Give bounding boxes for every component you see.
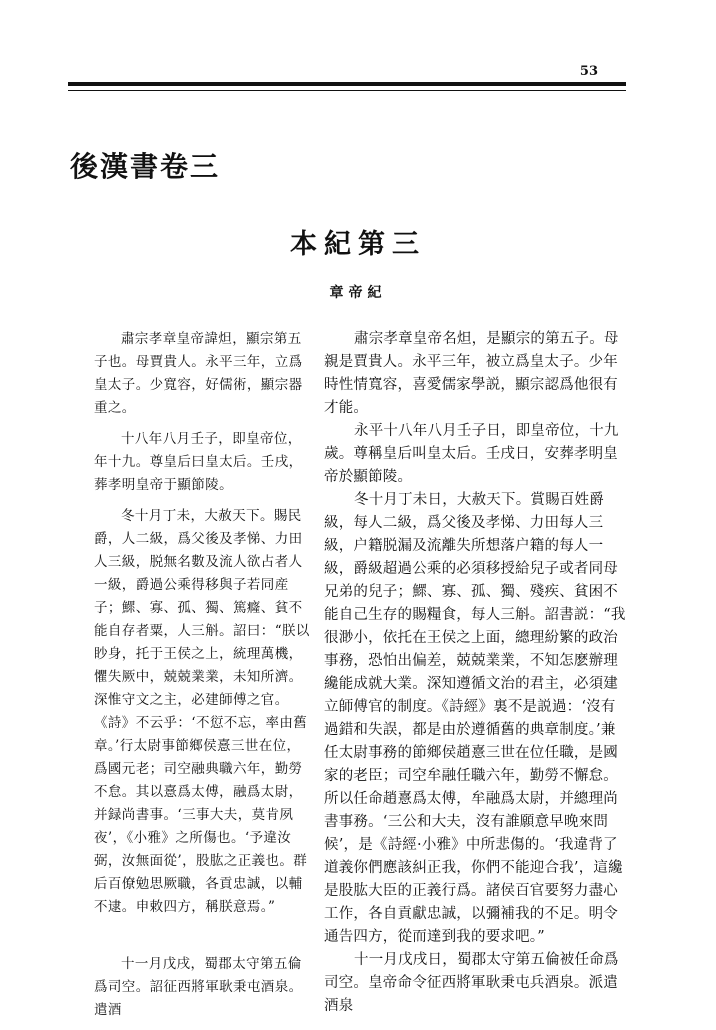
translation-paragraph-3: 冬十月丁未日，大赦天下。賞賜百姓爵級，每人二級，爲父後及孝悌、力田每人三級，户籍脱漏及流離失所想落户籍的每人一級，爵級超過公乘的必須移授給兒子或者同母兄弟的兒子；鰥、寡、孤、獨、殘疾、貧困不能自己生存的賜糧食，每人三斛。詔書説：“我很渺小，依托在王侯之上面，總理紛繁的政治事務，恐怕出偏差，兢兢業業，不知怎麽辦理纔能成就大業。深知遵循文治的君主，必須建立師傅官的制度。《詩經》裏不是説過：‘沒有過錯和失誤，都是由於遵循舊的典章制度。’兼任太尉事務的節鄉侯趙憙三世在位任職，是國家的老臣；司空牟融任職六年，勤勞不懈怠。所以任命趙憙爲太傅，牟融爲太尉，并總理尚書事務。‘三公和大夫，沒有誰願意早晚來問候’，是《詩經·小雅》中所悲傷的。‘我違背了道義你們應該糾正我，你們不能迎合我’，這纔是股肱大臣的正義行爲。諸侯百官要努力盡心工作，各自貢獻忠誠，以彌補我的不足。明令通告四方，從而達到我的要求吧。” (324, 492, 626, 945)
original-paragraph-2: 十八年八月壬子，即皇帝位，年十九。尊皇后曰皇太后。壬戌，葬孝明皇帝于顯節陵。 (94, 431, 303, 493)
original-text-column (94, 328, 312, 1030)
section-title: 章帝紀 (329, 285, 387, 301)
chapter-title: 本紀第三 (290, 229, 426, 260)
original-paragraph-4: 十一月戊戌，蜀郡太守第五倫爲司空。詔征西將軍耿秉屯酒泉。遣酒 (94, 956, 303, 1018)
book-title: 後漢書卷三 (70, 150, 221, 183)
header-rule-thick (68, 82, 626, 86)
header-rule-thin (68, 90, 626, 91)
original-paragraph-1: 肅宗孝章皇帝諱炟，顯宗第五子也。母賈貴人。永平三年，立爲皇太子。少寬容，好儒術，顯宗器重之。 (94, 331, 303, 416)
page-number: 53 (579, 64, 598, 79)
translation-paragraph-2: 永平十八年八月壬子日，即皇帝位，十九歲。尊稱皇后叫皇太后。壬戌日，安葬孝明皇帝於顯節陵。 (324, 423, 619, 485)
original-paragraph-3: 冬十月丁未，大赦天下。賜民爵，人二級，爲父後及孝悌、力田人三級，脱無名數及流人欲占者人一級，爵過公乘得移與子若同産子；鰥、寡、孤、獨、篤癃、貧不能自存者粟，人三斛。詔曰：“朕以眇身，托于王侯之上，統理萬機，懼失厥中，兢兢業業，未知所濟。深惟守文之主，必建師傅之官。《詩》不云乎：‘不愆不忘，率由舊章。’行太尉事節鄉侯憙三世在位，爲國元老；司空融典職六年，勤勞不怠。其以憙爲太傅，融爲太尉，并録尚書事。‘三事大夫，莫肯夙夜’，《小雅》之所傷也。‘予違汝弼，汝無面從’，股肱之正義也。群后百僚勉思厥職，各貢忠誠，以輔不逮。申敕四方，稱朕意焉。” (94, 508, 310, 915)
translation-paragraph-4: 十一月戊戌日，蜀郡太守第五倫被任命爲司空。皇帝命令征西將軍耿秉屯兵酒泉。派遣酒泉 (324, 952, 619, 1014)
translation-paragraph-1: 肅宗孝章皇帝名炟，是顯宗的第五子。母親是賈貴人。永平三年，被立爲皇太子。少年時性情寬容，喜愛儒家學説，顯宗認爲他很有才能。 (324, 331, 619, 416)
translation-column (324, 328, 627, 1018)
